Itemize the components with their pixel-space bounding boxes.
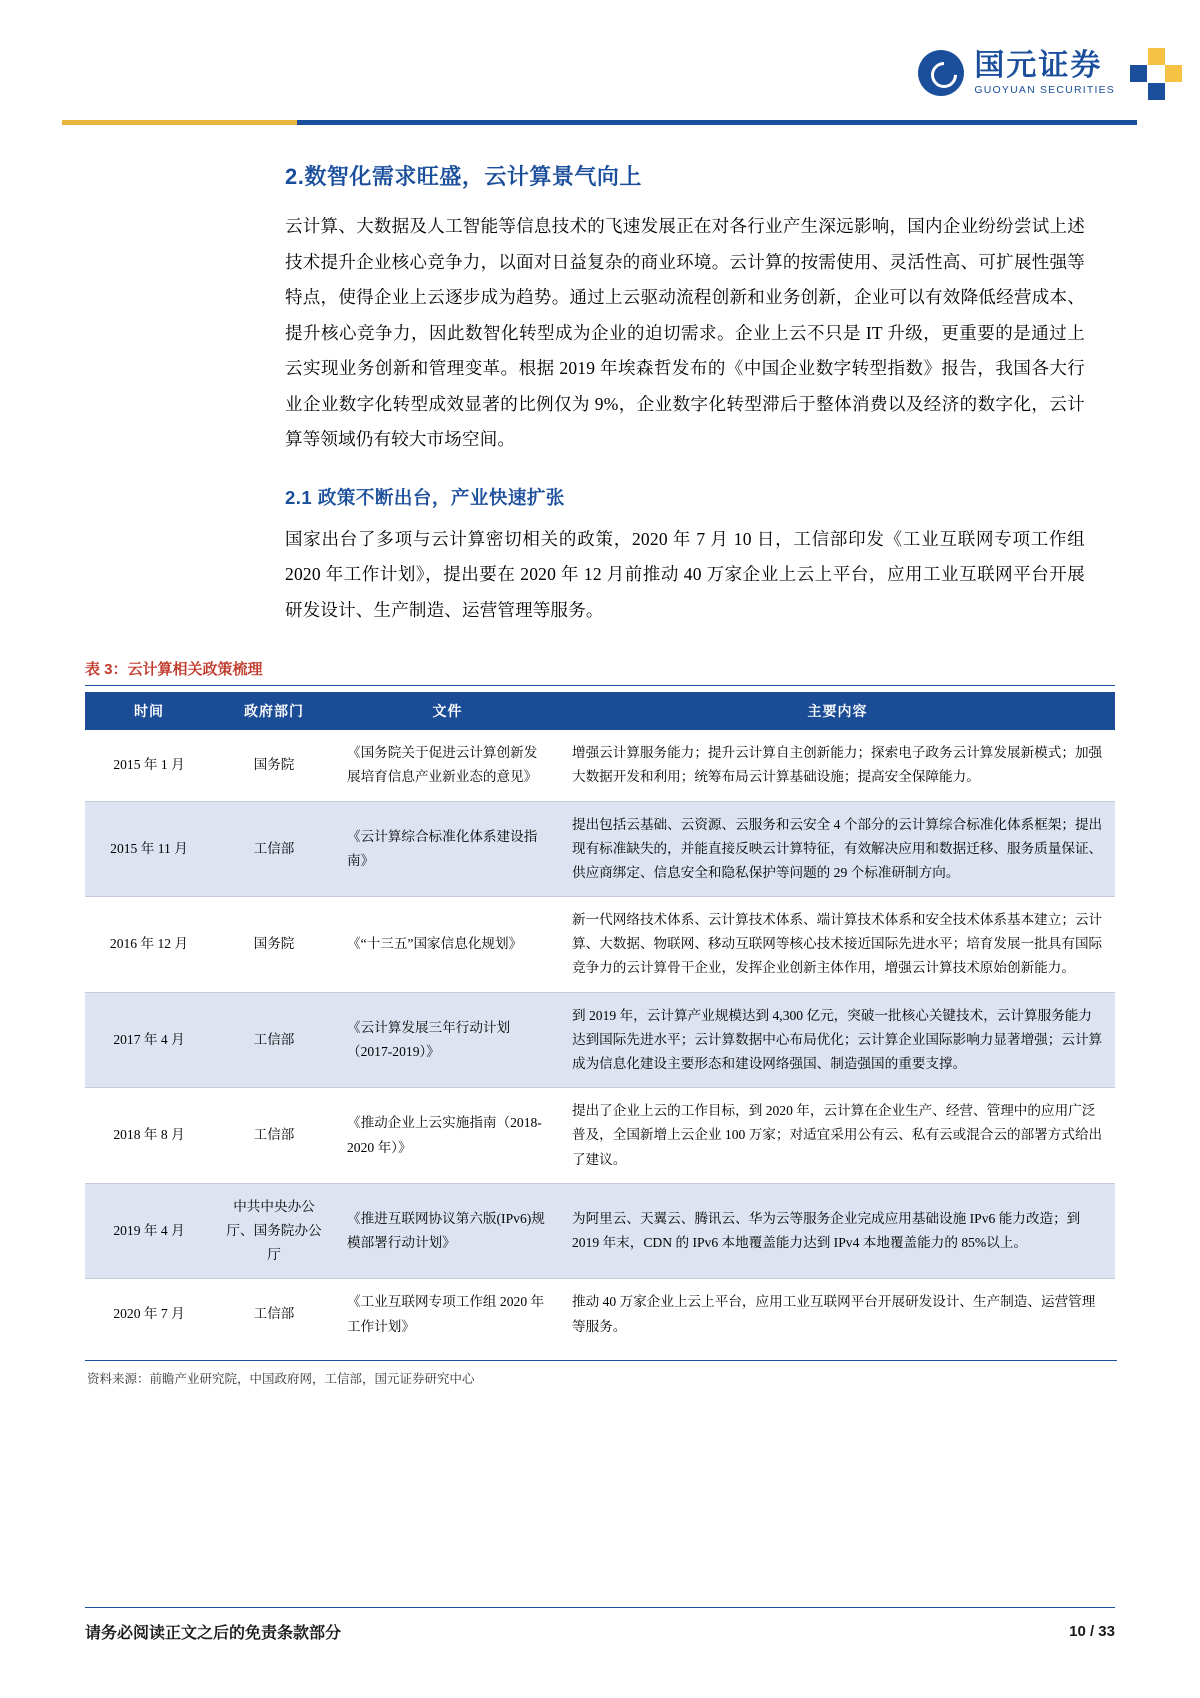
table-caption: 表 3：云计算相关政策梳理 [85,661,263,679]
cell-content: 增强云计算服务能力；提升云计算自主创新能力；探索电子政务云计算发展新模式；加强大数据开发和利用；统筹布局云计算基础设施；提高安全保障能力。 [560,730,1115,801]
table-row [85,1279,1115,1350]
cell-content: 到 2019 年，云计算产业规模达到 4,300 亿元，突破一批核心关键技术，云计算服务能力达到国际先进水平；云计算数据中心布局优化；云计算企业国际影响力显著增强；云计算成为信息化建设主要形态和建设网络强国、制造强国的重要支撑。 [560,992,1115,1088]
cell-document: 《国务院关于促进云计算创新发展培育信息产业新业态的意见》 [335,730,560,801]
column-header-time: 时间 [85,692,213,730]
table-row [85,897,1115,993]
cell-time: 2015 年 1 月 [85,730,213,801]
brand-name-cn: 国元证券 [974,49,1103,83]
section-title: 2.数智化需求旺盛，云计算景气向上 [285,164,642,189]
table-caption-divider [85,685,1115,686]
cell-document: 《工业互联网专项工作组 2020 年工作计划》 [335,1279,560,1350]
cell-time: 2015 年 11 月 [85,801,213,897]
table-source-note: 资料来源：前瞻产业研究院，中国政府网，工信部，国元证券研究中心 [85,1360,1117,1387]
brand-logo [918,50,1115,96]
cell-department: 国务院 [213,730,335,801]
cell-department: 国务院 [213,897,335,993]
cell-content: 为阿里云、天翼云、腾讯云、华为云等服务企业完成应用基础设施 IPv6 能力改造；到 2019 年末，CDN 的 IPv6 本地覆盖能力达到 IPv4 本地覆盖能力的 85%以上。 [560,1183,1115,1279]
table-row [85,1183,1115,1279]
policy-table [85,692,1115,1350]
column-header-content: 主要内容 [560,692,1115,730]
footer-disclaimer: 请务必阅读正文之后的免责条款部分 [85,1625,342,1642]
brand-name-en: GUOYUAN SECURITIES [974,83,1115,96]
cell-time: 2017 年 4 月 [85,992,213,1088]
cell-time: 2018 年 8 月 [85,1088,213,1184]
page-header [0,40,1200,130]
header-divider [62,120,1137,125]
cell-document: 《推动企业上云实施指南（2018-2020 年）》 [335,1088,560,1184]
cell-document: 《推进互联网协议第六版(IPv6)规模部署行动计划》 [335,1183,560,1279]
page-number: 10 / 33 [1069,1623,1115,1640]
page-content [85,160,1115,1387]
section-paragraph-1: 云计算、大数据及人工智能等信息技术的飞速发展正在对各行业产生深远影响，国内企业纷纷尝试上述技术提升企业核心竞争力，以面对日益复杂的商业环境。云计算的按需使用、灵活性高、可扩展性强等特点，使得企业上云逐步成为趋势。通过上云驱动流程创新和业务创新，企业可以有效降低经营成本、提升核心竞争力，因此数智化转型成为企业的迫切需求。企业上云不只是 IT 升级，更重要的是通过上云实现业务创新和管理变革。根据 2019 年埃森哲发布的《中国企业数字转型指数》报告，我国各大行业企业数字化转型成效显著的比例仅为 9%，企业数字化转型滞后于整体消费以及经济的数字化，云计算等领域仍有较大市场空间。 [285,216,1085,450]
section-paragraph-2: 国家出台了多项与云计算密切相关的政策，2020 年 7 月 10 日，工信部印发《工业互联网专项工作组 2020 年工作计划》，提出要在 2020 年 12 月前推动 40 万家企业上云上平台，应用工业互联网平台开展研发设计、生产制造、运营管理等服务。 [285,528,1085,620]
column-header-document: 文件 [335,692,560,730]
cell-content: 提出了企业上云的工作目标，到 2020 年，云计算在企业生产、经营、管理中的应用广泛普及，全国新增上云企业 100 万家；对适宜采用公有云、私有云或混合云的部署方式给出了建议。 [560,1088,1115,1184]
column-header-department: 政府部门 [213,692,335,730]
cell-content: 提出包括云基础、云资源、云服务和云安全 4 个部分的云计算综合标准化体系框架；提出现有标准缺失的，并能直接反映云计算特征，有效解决应用和数据迁移、服务质量保证、供应商绑定、信息安全和隐私保护等问题的 29 个标准研制方向。 [560,801,1115,897]
compass-icon [918,50,964,96]
brand-squares-icon [1130,48,1182,100]
cell-document: 《云计算发展三年行动计划（2017-2019）》 [335,992,560,1088]
cell-time: 2016 年 12 月 [85,897,213,993]
table-header-row [85,692,1115,730]
cell-document: 《“十三五”国家信息化规划》 [335,897,560,993]
subsection-title: 2.1 政策不断出台，产业快速扩张 [285,486,565,508]
table-row [85,1088,1115,1184]
cell-department: 工信部 [213,801,335,897]
table-row [85,730,1115,801]
table-row [85,801,1115,897]
cell-time: 2020 年 7 月 [85,1279,213,1350]
table-row [85,992,1115,1088]
cell-department: 中共中央办公厅、国务院办公厅 [213,1183,335,1279]
cell-department: 工信部 [213,1279,335,1350]
cell-content: 新一代网络技术体系、云计算技术体系、端计算技术体系和安全技术体系基本建立；云计算、大数据、物联网、移动互联网等核心技术接近国际先进水平；培育发展一批具有国际竞争力的云计算骨干企业，发挥企业创新主体作用，增强云计算技术原始创新能力。 [560,897,1115,993]
cell-time: 2019 年 4 月 [85,1183,213,1279]
cell-document: 《云计算综合标准化体系建设指南》 [335,801,560,897]
page-footer [85,1607,1115,1643]
cell-department: 工信部 [213,1088,335,1184]
cell-department: 工信部 [213,992,335,1088]
cell-content: 推动 40 万家企业上云上平台，应用工业互联网平台开展研发设计、生产制造、运营管理等服务。 [560,1279,1115,1350]
